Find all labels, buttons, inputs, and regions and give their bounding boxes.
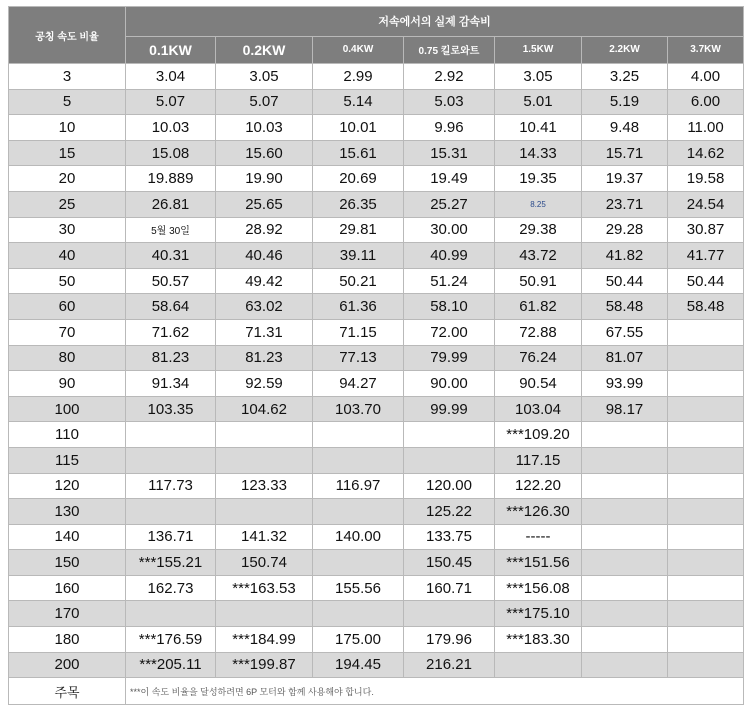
actual-ratio-cell: 125.22 [404, 499, 495, 525]
actual-ratio-cell [668, 345, 744, 371]
actual-ratio-cell: 15.08 [126, 140, 216, 166]
actual-ratio-cell: 103.70 [313, 396, 404, 422]
actual-ratio-cell: 155.56 [313, 575, 404, 601]
actual-ratio-cell: 15.31 [404, 140, 495, 166]
actual-ratio-cell: 81.23 [126, 345, 216, 371]
actual-ratio-cell: 40.31 [126, 243, 216, 269]
actual-ratio-cell: 58.48 [668, 294, 744, 320]
actual-ratio-cell: 50.21 [313, 268, 404, 294]
nominal-ratio-cell: 140 [9, 524, 126, 550]
actual-ratio-cell [582, 499, 668, 525]
nominal-ratio-cell: 170 [9, 601, 126, 627]
actual-ratio-cell: 71.15 [313, 319, 404, 345]
actual-ratio-cell: 117.15 [495, 447, 582, 473]
actual-ratio-cell: ***109.20 [495, 422, 582, 448]
actual-ratio-cell [495, 652, 582, 678]
model-header-0-1kw: 0.1KW [126, 36, 216, 63]
actual-ratio-cell: 61.82 [495, 294, 582, 320]
actual-ratio-cell: 160.71 [404, 575, 495, 601]
actual-ratio-cell [668, 396, 744, 422]
actual-ratio-cell [668, 550, 744, 576]
actual-ratio-cell: ***126.30 [495, 499, 582, 525]
nominal-ratio-cell: 30 [9, 217, 126, 243]
nominal-ratio-cell: 10 [9, 115, 126, 141]
actual-ratio-cell [582, 447, 668, 473]
actual-ratio-cell: 123.33 [216, 473, 313, 499]
table-row [9, 243, 744, 269]
actual-ratio-cell: 81.07 [582, 345, 668, 371]
actual-ratio-cell [582, 473, 668, 499]
actual-ratio-cell: 194.45 [313, 652, 404, 678]
model-header-2-2kw: 2.2KW [582, 36, 668, 63]
table-row [9, 601, 744, 627]
actual-ratio-cell [668, 601, 744, 627]
actual-ratio-cell: 11.00 [668, 115, 744, 141]
actual-ratio-cell: 20.69 [313, 166, 404, 192]
actual-ratio-cell [313, 601, 404, 627]
actual-ratio-cell: 3.05 [216, 64, 313, 90]
actual-ratio-cell: 10.41 [495, 115, 582, 141]
actual-ratio-cell: 29.38 [495, 217, 582, 243]
actual-ratio-cell: 58.48 [582, 294, 668, 320]
actual-ratio-cell [582, 601, 668, 627]
actual-ratio-cell [126, 447, 216, 473]
actual-ratio-cell: 49.42 [216, 268, 313, 294]
actual-ratio-cell: 116.97 [313, 473, 404, 499]
nominal-ratio-cell: 15 [9, 140, 126, 166]
actual-ratio-cell [404, 447, 495, 473]
actual-ratio-cell [216, 422, 313, 448]
actual-ratio-cell: 14.62 [668, 140, 744, 166]
actual-ratio-cell: 76.24 [495, 345, 582, 371]
actual-ratio-cell: 103.35 [126, 396, 216, 422]
actual-ratio-cell: 15.61 [313, 140, 404, 166]
note-label: 주목 [9, 678, 126, 705]
actual-ratio-cell: 14.33 [495, 140, 582, 166]
actual-ratio-cell: 43.72 [495, 243, 582, 269]
actual-ratio-cell: 58.10 [404, 294, 495, 320]
actual-ratio-cell: 120.00 [404, 473, 495, 499]
actual-ratio-cell: 5.14 [313, 89, 404, 115]
actual-ratio-cell: 150.45 [404, 550, 495, 576]
table-row [9, 396, 744, 422]
actual-ratio-cell: 79.99 [404, 345, 495, 371]
nominal-ratio-cell: 100 [9, 396, 126, 422]
actual-ratio-cell: 25.65 [216, 191, 313, 217]
actual-ratio-cell: 8.25 [495, 191, 582, 217]
actual-ratio-cell: 15.60 [216, 140, 313, 166]
actual-ratio-cell: 10.01 [313, 115, 404, 141]
actual-ratio-cell: 24.54 [668, 191, 744, 217]
actual-ratio-cell [313, 499, 404, 525]
actual-ratio-cell [313, 447, 404, 473]
actual-ratio-cell: 50.57 [126, 268, 216, 294]
table-row [9, 89, 744, 115]
actual-ratio-cell [582, 627, 668, 653]
actual-ratio-cell: 9.48 [582, 115, 668, 141]
table-row [9, 550, 744, 576]
actual-ratio-cell: 71.31 [216, 319, 313, 345]
nominal-ratio-cell: 60 [9, 294, 126, 320]
actual-ratio-cell [582, 524, 668, 550]
actual-ratio-cell: 140.00 [313, 524, 404, 550]
actual-ratio-cell: 162.73 [126, 575, 216, 601]
actual-ratio-cell: 91.34 [126, 371, 216, 397]
actual-ratio-cell: 122.20 [495, 473, 582, 499]
actual-ratio-cell: 141.32 [216, 524, 313, 550]
actual-ratio-cell: 10.03 [216, 115, 313, 141]
nominal-ratio-header: 공칭 속도 비율 [9, 7, 126, 64]
actual-ratio-cell: 25.27 [404, 191, 495, 217]
actual-ratio-cell: 99.99 [404, 396, 495, 422]
actual-ratio-cell [668, 371, 744, 397]
note-text: ***이 속도 비율을 달성하려면 6P 모터와 함께 사용해야 합니다. [126, 678, 744, 705]
model-header-0-75kw: 0.75 킬로와트 [404, 36, 495, 63]
table-row [9, 166, 744, 192]
actual-ratio-group-header: 저속에서의 실제 감속비 [126, 7, 744, 37]
actual-ratio-cell: 5.19 [582, 89, 668, 115]
table-row [9, 499, 744, 525]
actual-ratio-cell: 5.03 [404, 89, 495, 115]
actual-ratio-cell: 26.35 [313, 191, 404, 217]
actual-ratio-cell: 19.37 [582, 166, 668, 192]
actual-ratio-cell: 50.44 [582, 268, 668, 294]
table-row [9, 191, 744, 217]
model-header-3-7kw: 3.7KW [668, 36, 744, 63]
actual-ratio-cell: 19.58 [668, 166, 744, 192]
model-header-1-5kw: 1.5KW [495, 36, 582, 63]
actual-ratio-cell [668, 422, 744, 448]
actual-ratio-cell: 72.88 [495, 319, 582, 345]
nominal-ratio-cell: 3 [9, 64, 126, 90]
actual-ratio-cell: ***199.87 [216, 652, 313, 678]
actual-ratio-cell: 77.13 [313, 345, 404, 371]
nominal-ratio-cell: 5 [9, 89, 126, 115]
nominal-ratio-cell: 150 [9, 550, 126, 576]
actual-ratio-cell [668, 524, 744, 550]
actual-ratio-cell: 133.75 [404, 524, 495, 550]
actual-ratio-cell: 41.82 [582, 243, 668, 269]
nominal-ratio-cell: 80 [9, 345, 126, 371]
actual-ratio-cell: 19.90 [216, 166, 313, 192]
actual-ratio-cell: 29.28 [582, 217, 668, 243]
actual-ratio-cell: 30.00 [404, 217, 495, 243]
nominal-ratio-cell: 110 [9, 422, 126, 448]
actual-ratio-cell [126, 422, 216, 448]
table-row [9, 294, 744, 320]
actual-ratio-cell: ***176.59 [126, 627, 216, 653]
actual-ratio-cell: 9.96 [404, 115, 495, 141]
actual-ratio-cell [668, 319, 744, 345]
actual-ratio-cell: 30.87 [668, 217, 744, 243]
actual-ratio-cell: 5월 30일 [126, 217, 216, 243]
actual-ratio-cell [582, 550, 668, 576]
actual-ratio-cell: 61.36 [313, 294, 404, 320]
actual-ratio-cell: ***156.08 [495, 575, 582, 601]
table-row [9, 268, 744, 294]
nominal-ratio-cell: 200 [9, 652, 126, 678]
actual-ratio-cell: 3.04 [126, 64, 216, 90]
actual-ratio-cell: 6.00 [668, 89, 744, 115]
actual-ratio-cell: 19.35 [495, 166, 582, 192]
actual-ratio-cell [582, 422, 668, 448]
table-row [9, 447, 744, 473]
actual-ratio-cell: 67.55 [582, 319, 668, 345]
actual-ratio-cell [668, 447, 744, 473]
model-header-0-4kw: 0.4KW [313, 36, 404, 63]
actual-ratio-cell [668, 499, 744, 525]
actual-ratio-cell: 2.92 [404, 64, 495, 90]
actual-ratio-cell: 19.49 [404, 166, 495, 192]
nominal-ratio-cell: 25 [9, 191, 126, 217]
actual-ratio-cell: 63.02 [216, 294, 313, 320]
actual-ratio-cell: ***183.30 [495, 627, 582, 653]
actual-ratio-cell: 216.21 [404, 652, 495, 678]
actual-ratio-cell: 40.99 [404, 243, 495, 269]
actual-ratio-cell: 72.00 [404, 319, 495, 345]
actual-ratio-cell [313, 422, 404, 448]
actual-ratio-cell: ***175.10 [495, 601, 582, 627]
actual-ratio-cell: 179.96 [404, 627, 495, 653]
actual-ratio-cell: 93.99 [582, 371, 668, 397]
actual-ratio-cell [126, 601, 216, 627]
nominal-ratio-cell: 180 [9, 627, 126, 653]
actual-ratio-cell [668, 652, 744, 678]
actual-ratio-cell [582, 575, 668, 601]
table-row [9, 473, 744, 499]
nominal-ratio-cell: 160 [9, 575, 126, 601]
actual-ratio-cell: 41.77 [668, 243, 744, 269]
actual-ratio-cell [582, 652, 668, 678]
table-row [9, 319, 744, 345]
actual-ratio-cell: 175.00 [313, 627, 404, 653]
actual-ratio-cell: 19.889 [126, 166, 216, 192]
actual-ratio-cell: 23.71 [582, 191, 668, 217]
table-row [9, 627, 744, 653]
table-row [9, 422, 744, 448]
actual-ratio-cell: 136.71 [126, 524, 216, 550]
actual-ratio-cell: 28.92 [216, 217, 313, 243]
actual-ratio-cell: 94.27 [313, 371, 404, 397]
actual-ratio-cell: 104.62 [216, 396, 313, 422]
table-row [9, 371, 744, 397]
actual-ratio-cell: 51.24 [404, 268, 495, 294]
actual-ratio-cell: 103.04 [495, 396, 582, 422]
actual-ratio-cell: 2.99 [313, 64, 404, 90]
note-row [9, 678, 744, 705]
nominal-ratio-cell: 90 [9, 371, 126, 397]
actual-ratio-cell [668, 473, 744, 499]
actual-ratio-cell: 90.00 [404, 371, 495, 397]
actual-ratio-cell [404, 601, 495, 627]
actual-ratio-cell: ***151.56 [495, 550, 582, 576]
actual-ratio-cell: 10.03 [126, 115, 216, 141]
actual-ratio-cell: 117.73 [126, 473, 216, 499]
actual-ratio-cell: ***205.11 [126, 652, 216, 678]
actual-ratio-cell: 5.07 [216, 89, 313, 115]
actual-ratio-cell: 81.23 [216, 345, 313, 371]
actual-ratio-cell: ***155.21 [126, 550, 216, 576]
actual-ratio-cell: 5.07 [126, 89, 216, 115]
actual-ratio-cell [216, 447, 313, 473]
actual-ratio-cell: ----- [495, 524, 582, 550]
actual-ratio-cell [404, 422, 495, 448]
nominal-ratio-cell: 115 [9, 447, 126, 473]
actual-ratio-cell: 3.25 [582, 64, 668, 90]
actual-ratio-cell: 39.11 [313, 243, 404, 269]
actual-ratio-cell: ***184.99 [216, 627, 313, 653]
actual-ratio-cell: 50.91 [495, 268, 582, 294]
actual-ratio-cell [216, 601, 313, 627]
actual-ratio-cell: 50.44 [668, 268, 744, 294]
actual-ratio-cell: 4.00 [668, 64, 744, 90]
actual-ratio-cell: 26.81 [126, 191, 216, 217]
model-header-0-2kw: 0.2KW [216, 36, 313, 63]
actual-ratio-cell: 90.54 [495, 371, 582, 397]
table-row [9, 217, 744, 243]
actual-ratio-cell: 58.64 [126, 294, 216, 320]
table-row [9, 652, 744, 678]
nominal-ratio-cell: 20 [9, 166, 126, 192]
actual-ratio-cell [668, 627, 744, 653]
actual-ratio-cell: 150.74 [216, 550, 313, 576]
table-row [9, 115, 744, 141]
table-row [9, 345, 744, 371]
nominal-ratio-cell: 40 [9, 243, 126, 269]
table-row [9, 140, 744, 166]
actual-ratio-cell: 98.17 [582, 396, 668, 422]
actual-ratio-cell [313, 550, 404, 576]
actual-ratio-cell: 15.71 [582, 140, 668, 166]
nominal-ratio-cell: 70 [9, 319, 126, 345]
actual-ratio-cell: 40.46 [216, 243, 313, 269]
actual-ratio-cell [216, 499, 313, 525]
table-row [9, 64, 744, 90]
nominal-ratio-cell: 50 [9, 268, 126, 294]
actual-ratio-cell: 3.05 [495, 64, 582, 90]
actual-ratio-cell: ***163.53 [216, 575, 313, 601]
actual-ratio-cell: 92.59 [216, 371, 313, 397]
actual-ratio-cell: 29.81 [313, 217, 404, 243]
actual-ratio-cell: 71.62 [126, 319, 216, 345]
actual-ratio-cell [668, 575, 744, 601]
reduction-ratio-table [8, 6, 744, 705]
nominal-ratio-cell: 130 [9, 499, 126, 525]
table-row [9, 575, 744, 601]
nominal-ratio-cell: 120 [9, 473, 126, 499]
table-row [9, 524, 744, 550]
table-body [9, 64, 744, 678]
actual-ratio-cell: 5.01 [495, 89, 582, 115]
actual-ratio-cell [126, 499, 216, 525]
